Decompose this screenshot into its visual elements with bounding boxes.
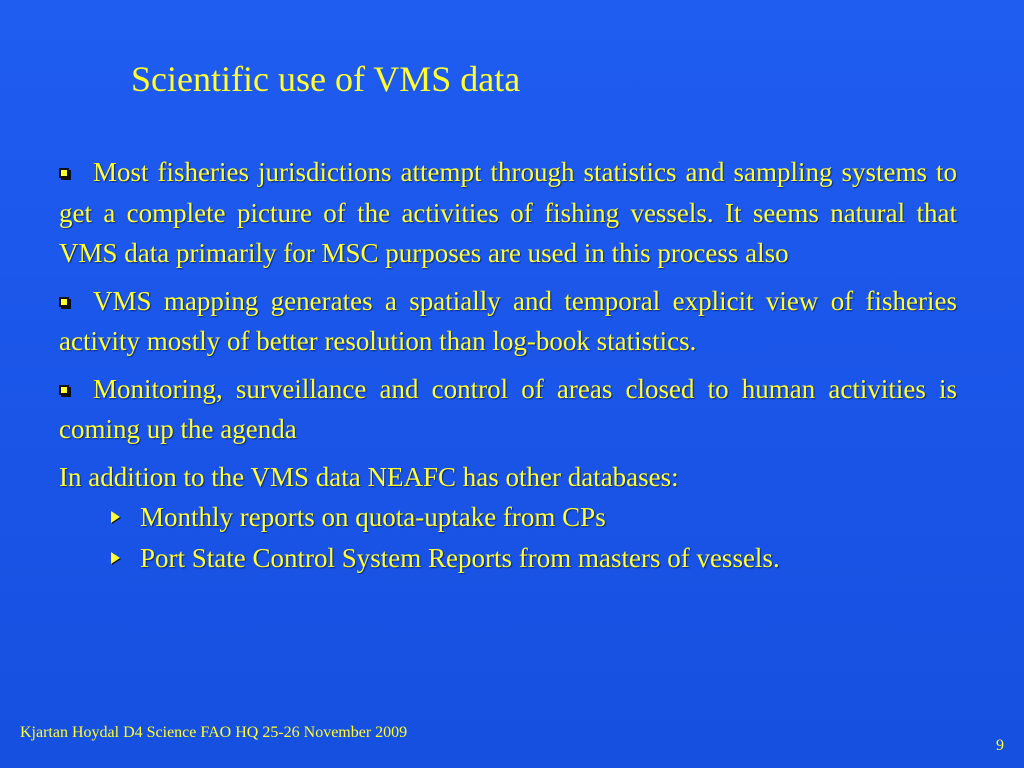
arrow-bullet-icon (111, 511, 120, 523)
bullet-item (59, 152, 957, 274)
page-number: 9 (996, 737, 1004, 754)
slide-title: Scientific use of VMS data (131, 59, 521, 99)
bullet-item (59, 281, 957, 362)
sub-item (111, 497, 957, 538)
square-bullet-icon (59, 297, 69, 307)
arrow-bullet-icon (111, 552, 120, 564)
slide-body (59, 152, 957, 578)
square-bullet-icon (59, 385, 69, 395)
sub-list (59, 497, 957, 578)
footer-text: Kjartan Hoydal D4 Science FAO HQ 25-26 November 2009 (20, 724, 408, 741)
bullet-item (59, 369, 957, 450)
sub-item-text: Port State Control System Reports from masters of vessels. (140, 542, 780, 573)
square-bullet-icon (59, 168, 69, 178)
sub-item (111, 538, 957, 579)
intro-line: In addition to the VMS data NEAFC has other databases: (59, 461, 679, 492)
bullet-text: Most fisheries jurisdictions attempt through statistics and sampling systems to get a complete picture of the activities of fishing vessels. It seems natural that VMS data primarily for MSC purposes are used in this process also (59, 157, 957, 268)
sub-item-text: Monthly reports on quota-uptake from CPs (140, 502, 606, 532)
bullet-text: Monitoring, surveillance and control of areas closed to human activities is coming up the agenda (59, 373, 957, 444)
bullet-text: VMS mapping generates a spatially and temporal explicit view of fisheries activity mostly of better resolution than log-book statistics. (59, 285, 957, 356)
